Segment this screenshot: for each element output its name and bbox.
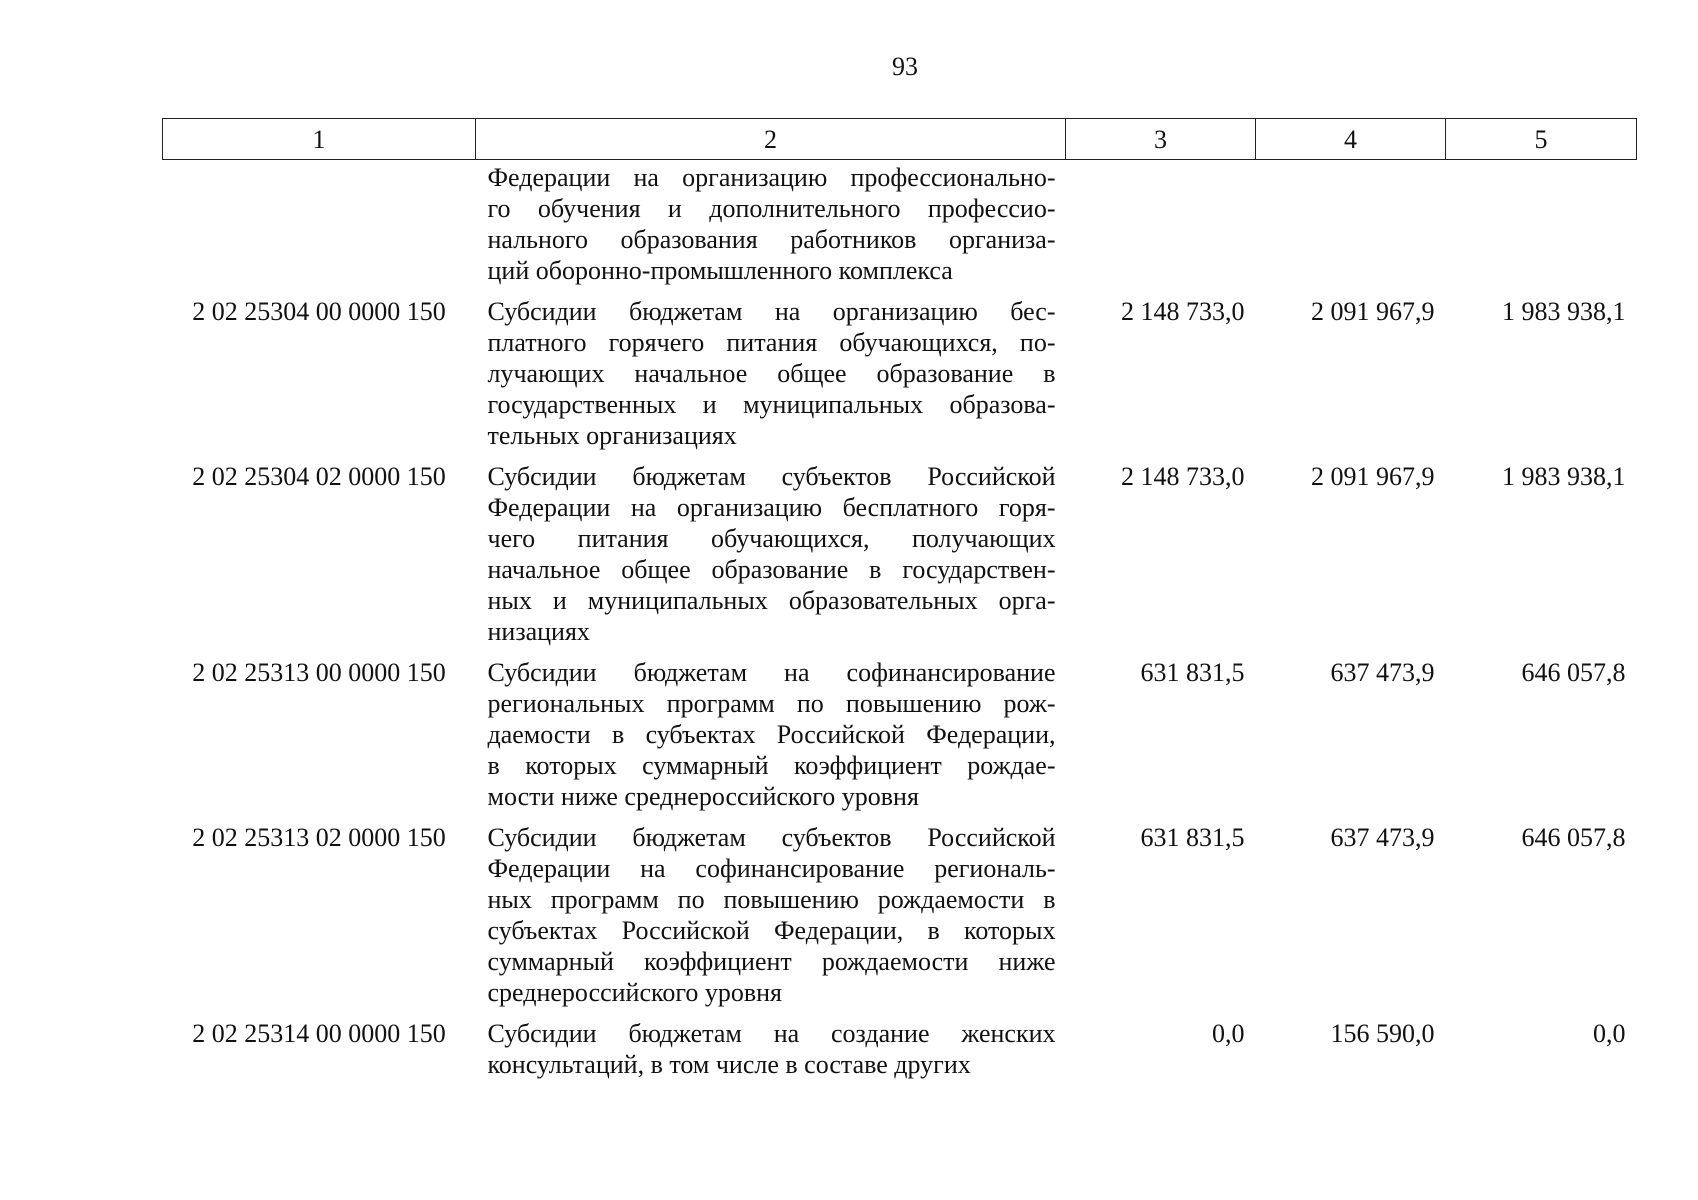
amount-col-3 <box>1066 160 1256 297</box>
description-cell <box>476 822 1066 1018</box>
header-col-4: 4 <box>1256 119 1446 160</box>
amount-col-3: 2 148 733,0 <box>1121 462 1245 491</box>
description-line: Субсидии бюджетам на создание женских <box>487 1019 1056 1048</box>
description-line: среднероссийского уровня <box>487 978 782 1007</box>
amount-col-4: 156 590,0 <box>1330 1019 1435 1048</box>
amount-col-3: 631 831,5 <box>1140 658 1245 687</box>
header-col-5: 5 <box>1446 119 1637 160</box>
amount-col-4 <box>1256 160 1446 297</box>
header-col-2: 2 <box>476 119 1066 160</box>
description-line: начальное общее образование в государствен- <box>487 555 1056 584</box>
table-row <box>163 822 1637 1018</box>
description-line: субъектах Российской Федерации, в которых <box>487 916 1056 945</box>
description-line: Федерации на организацию бесплатного горя- <box>487 493 1056 522</box>
description-line: Федерации на организацию профессионально- <box>487 163 1056 192</box>
code-cell: 2 02 25313 00 0000 150 <box>192 658 446 687</box>
amount-col-3: 0,0 <box>1212 1019 1245 1048</box>
table-body <box>163 160 1637 1091</box>
description-line: тельных организациях <box>487 421 737 450</box>
description-line: лучающих начальное общее образование в <box>487 359 1056 388</box>
description-line: Субсидии бюджетам субъектов Российской <box>487 462 1056 491</box>
description-cell <box>476 160 1066 297</box>
description-cell <box>476 1018 1066 1090</box>
description-line: го обучения и дополнительного профессио- <box>487 194 1056 223</box>
amount-col-5: 1 983 938,1 <box>1502 297 1626 326</box>
description-line: Субсидии бюджетам субъектов Российской <box>487 823 1056 852</box>
description-cell <box>476 461 1066 657</box>
table-header <box>163 119 1637 160</box>
table-row <box>163 296 1637 461</box>
description-line: Федерации на софинансирование региональ- <box>487 854 1056 883</box>
code-cell: 2 02 25304 02 0000 150 <box>192 462 446 491</box>
description-line: региональных программ по повышению рож- <box>487 689 1056 718</box>
amount-col-3: 631 831,5 <box>1140 823 1245 852</box>
code-cell: 2 02 25313 02 0000 150 <box>192 823 446 852</box>
amount-col-4: 637 473,9 <box>1330 658 1435 687</box>
description-line: консультаций, в том числе в составе других <box>487 1050 971 1079</box>
table-row <box>163 1018 1637 1090</box>
amount-col-3: 2 148 733,0 <box>1121 297 1245 326</box>
description-line: Субсидии бюджетам на организацию бес- <box>487 297 1056 326</box>
description-cell <box>476 657 1066 822</box>
amount-col-5: 0,0 <box>1593 1019 1626 1048</box>
description-line: мости ниже среднероссийского уровня <box>487 782 919 811</box>
amount-col-5: 646 057,8 <box>1521 658 1626 687</box>
description-line: суммарный коэффициент рождаемости ниже <box>487 947 1056 976</box>
description-line: Субсидии бюджетам на софинансирование <box>487 658 1056 687</box>
description-line: ных и муниципальных образовательных орга- <box>487 586 1056 615</box>
description-line: нального образования работников организа- <box>487 225 1056 254</box>
description-line: государственных и муниципальных образова- <box>487 390 1056 419</box>
amount-col-5 <box>1446 160 1637 297</box>
page-number: 93 <box>892 52 918 81</box>
description-line: ных программ по повышению рождаемости в <box>487 885 1056 914</box>
table-row <box>163 657 1637 822</box>
header-col-3: 3 <box>1066 119 1256 160</box>
description-line: низациях <box>487 617 590 646</box>
budget-table <box>162 118 1637 1090</box>
amount-col-5: 1 983 938,1 <box>1502 462 1626 491</box>
description-line: ций оборонно-промышленного комплекса <box>487 256 953 285</box>
description-cell <box>476 296 1066 461</box>
description-line: платного горячего питания обучающихся, по- <box>487 328 1056 357</box>
amount-col-5: 646 057,8 <box>1521 823 1626 852</box>
amount-col-4: 2 091 967,9 <box>1311 297 1435 326</box>
description-line: в которых суммарный коэффициент рождае- <box>487 751 1056 780</box>
description-line: чего питания обучающихся, получающих <box>487 524 1056 553</box>
continuation-row <box>163 160 1637 297</box>
header-col-1: 1 <box>163 119 476 160</box>
code-cell: 2 02 25304 00 0000 150 <box>192 297 446 326</box>
amount-col-4: 637 473,9 <box>1330 823 1435 852</box>
code-cell <box>163 160 476 297</box>
code-cell: 2 02 25314 00 0000 150 <box>192 1019 446 1048</box>
table-row <box>163 461 1637 657</box>
amount-col-4: 2 091 967,9 <box>1311 462 1435 491</box>
description-line: даемости в субъектах Российской Федерации, <box>487 720 1056 749</box>
header-row <box>163 119 1637 160</box>
